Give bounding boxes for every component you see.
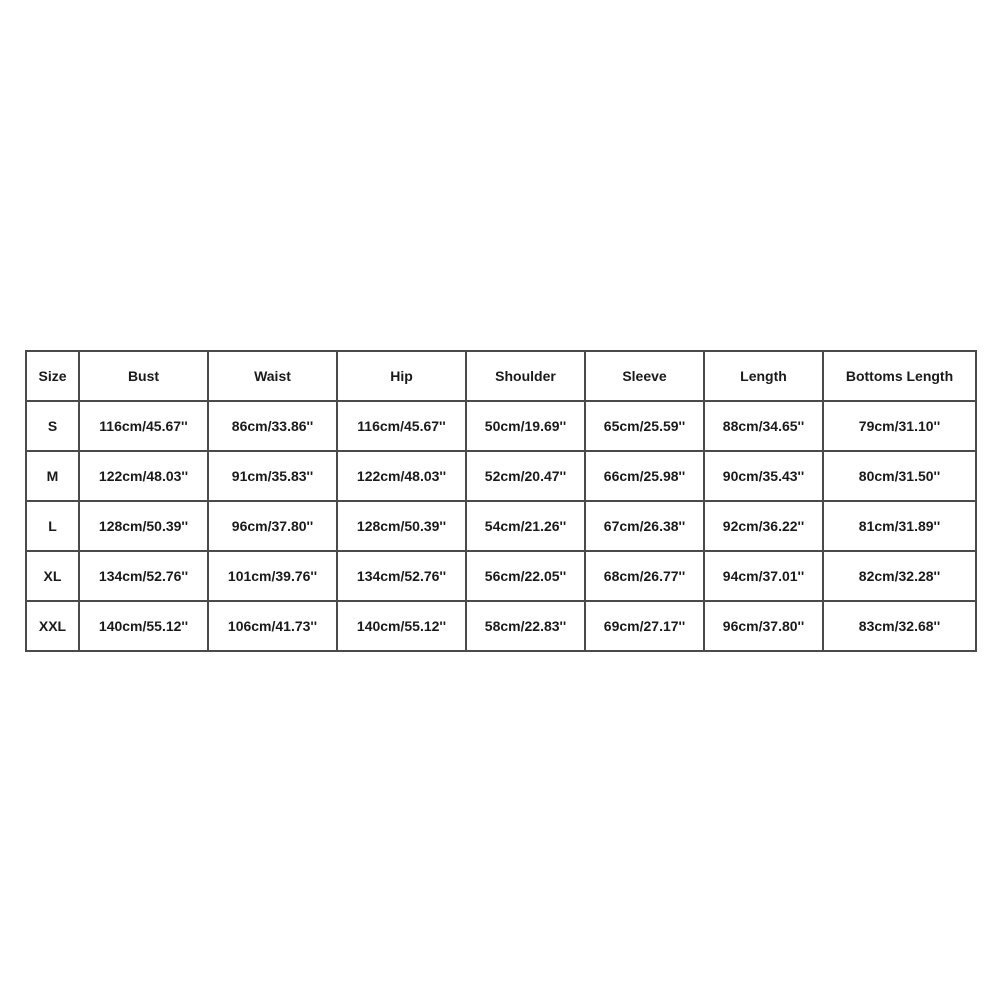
- cell-bust: 128cm/50.39'': [79, 501, 208, 551]
- cell-waist: 106cm/41.73'': [208, 601, 337, 651]
- cell-hip: 128cm/50.39'': [337, 501, 466, 551]
- table-row: [26, 551, 976, 601]
- size-chart-table: [25, 350, 977, 652]
- cell-hip: 122cm/48.03'': [337, 451, 466, 501]
- cell-bottoms-length: 79cm/31.10'': [823, 401, 976, 451]
- cell-size: L: [26, 501, 79, 551]
- header-length: Length: [704, 351, 823, 401]
- header-sleeve: Sleeve: [585, 351, 704, 401]
- cell-bust: 116cm/45.67'': [79, 401, 208, 451]
- cell-length: 92cm/36.22'': [704, 501, 823, 551]
- cell-size: XXL: [26, 601, 79, 651]
- header-shoulder: Shoulder: [466, 351, 585, 401]
- cell-shoulder: 56cm/22.05'': [466, 551, 585, 601]
- cell-bust: 134cm/52.76'': [79, 551, 208, 601]
- cell-shoulder: 50cm/19.69'': [466, 401, 585, 451]
- header-waist: Waist: [208, 351, 337, 401]
- cell-size: M: [26, 451, 79, 501]
- cell-bottoms-length: 82cm/32.28'': [823, 551, 976, 601]
- cell-bust: 140cm/55.12'': [79, 601, 208, 651]
- cell-waist: 96cm/37.80'': [208, 501, 337, 551]
- cell-hip: 116cm/45.67'': [337, 401, 466, 451]
- cell-shoulder: 52cm/20.47'': [466, 451, 585, 501]
- cell-sleeve: 65cm/25.59'': [585, 401, 704, 451]
- header-hip: Hip: [337, 351, 466, 401]
- cell-waist: 101cm/39.76'': [208, 551, 337, 601]
- cell-waist: 86cm/33.86'': [208, 401, 337, 451]
- cell-hip: 134cm/52.76'': [337, 551, 466, 601]
- cell-hip: 140cm/55.12'': [337, 601, 466, 651]
- table-row: [26, 451, 976, 501]
- table-row: [26, 601, 976, 651]
- cell-bottoms-length: 80cm/31.50'': [823, 451, 976, 501]
- cell-size: S: [26, 401, 79, 451]
- cell-sleeve: 69cm/27.17'': [585, 601, 704, 651]
- header-size: Size: [26, 351, 79, 401]
- cell-shoulder: 58cm/22.83'': [466, 601, 585, 651]
- cell-shoulder: 54cm/21.26'': [466, 501, 585, 551]
- cell-bottoms-length: 83cm/32.68'': [823, 601, 976, 651]
- header-bottoms-length: Bottoms Length: [823, 351, 976, 401]
- cell-size: XL: [26, 551, 79, 601]
- table-row: [26, 501, 976, 551]
- cell-waist: 91cm/35.83'': [208, 451, 337, 501]
- cell-length: 94cm/37.01'': [704, 551, 823, 601]
- cell-sleeve: 67cm/26.38'': [585, 501, 704, 551]
- cell-bust: 122cm/48.03'': [79, 451, 208, 501]
- cell-length: 90cm/35.43'': [704, 451, 823, 501]
- cell-sleeve: 66cm/25.98'': [585, 451, 704, 501]
- cell-sleeve: 68cm/26.77'': [585, 551, 704, 601]
- cell-length: 88cm/34.65'': [704, 401, 823, 451]
- header-row: [26, 351, 976, 401]
- cell-length: 96cm/37.80'': [704, 601, 823, 651]
- cell-bottoms-length: 81cm/31.89'': [823, 501, 976, 551]
- table-row: [26, 401, 976, 451]
- header-bust: Bust: [79, 351, 208, 401]
